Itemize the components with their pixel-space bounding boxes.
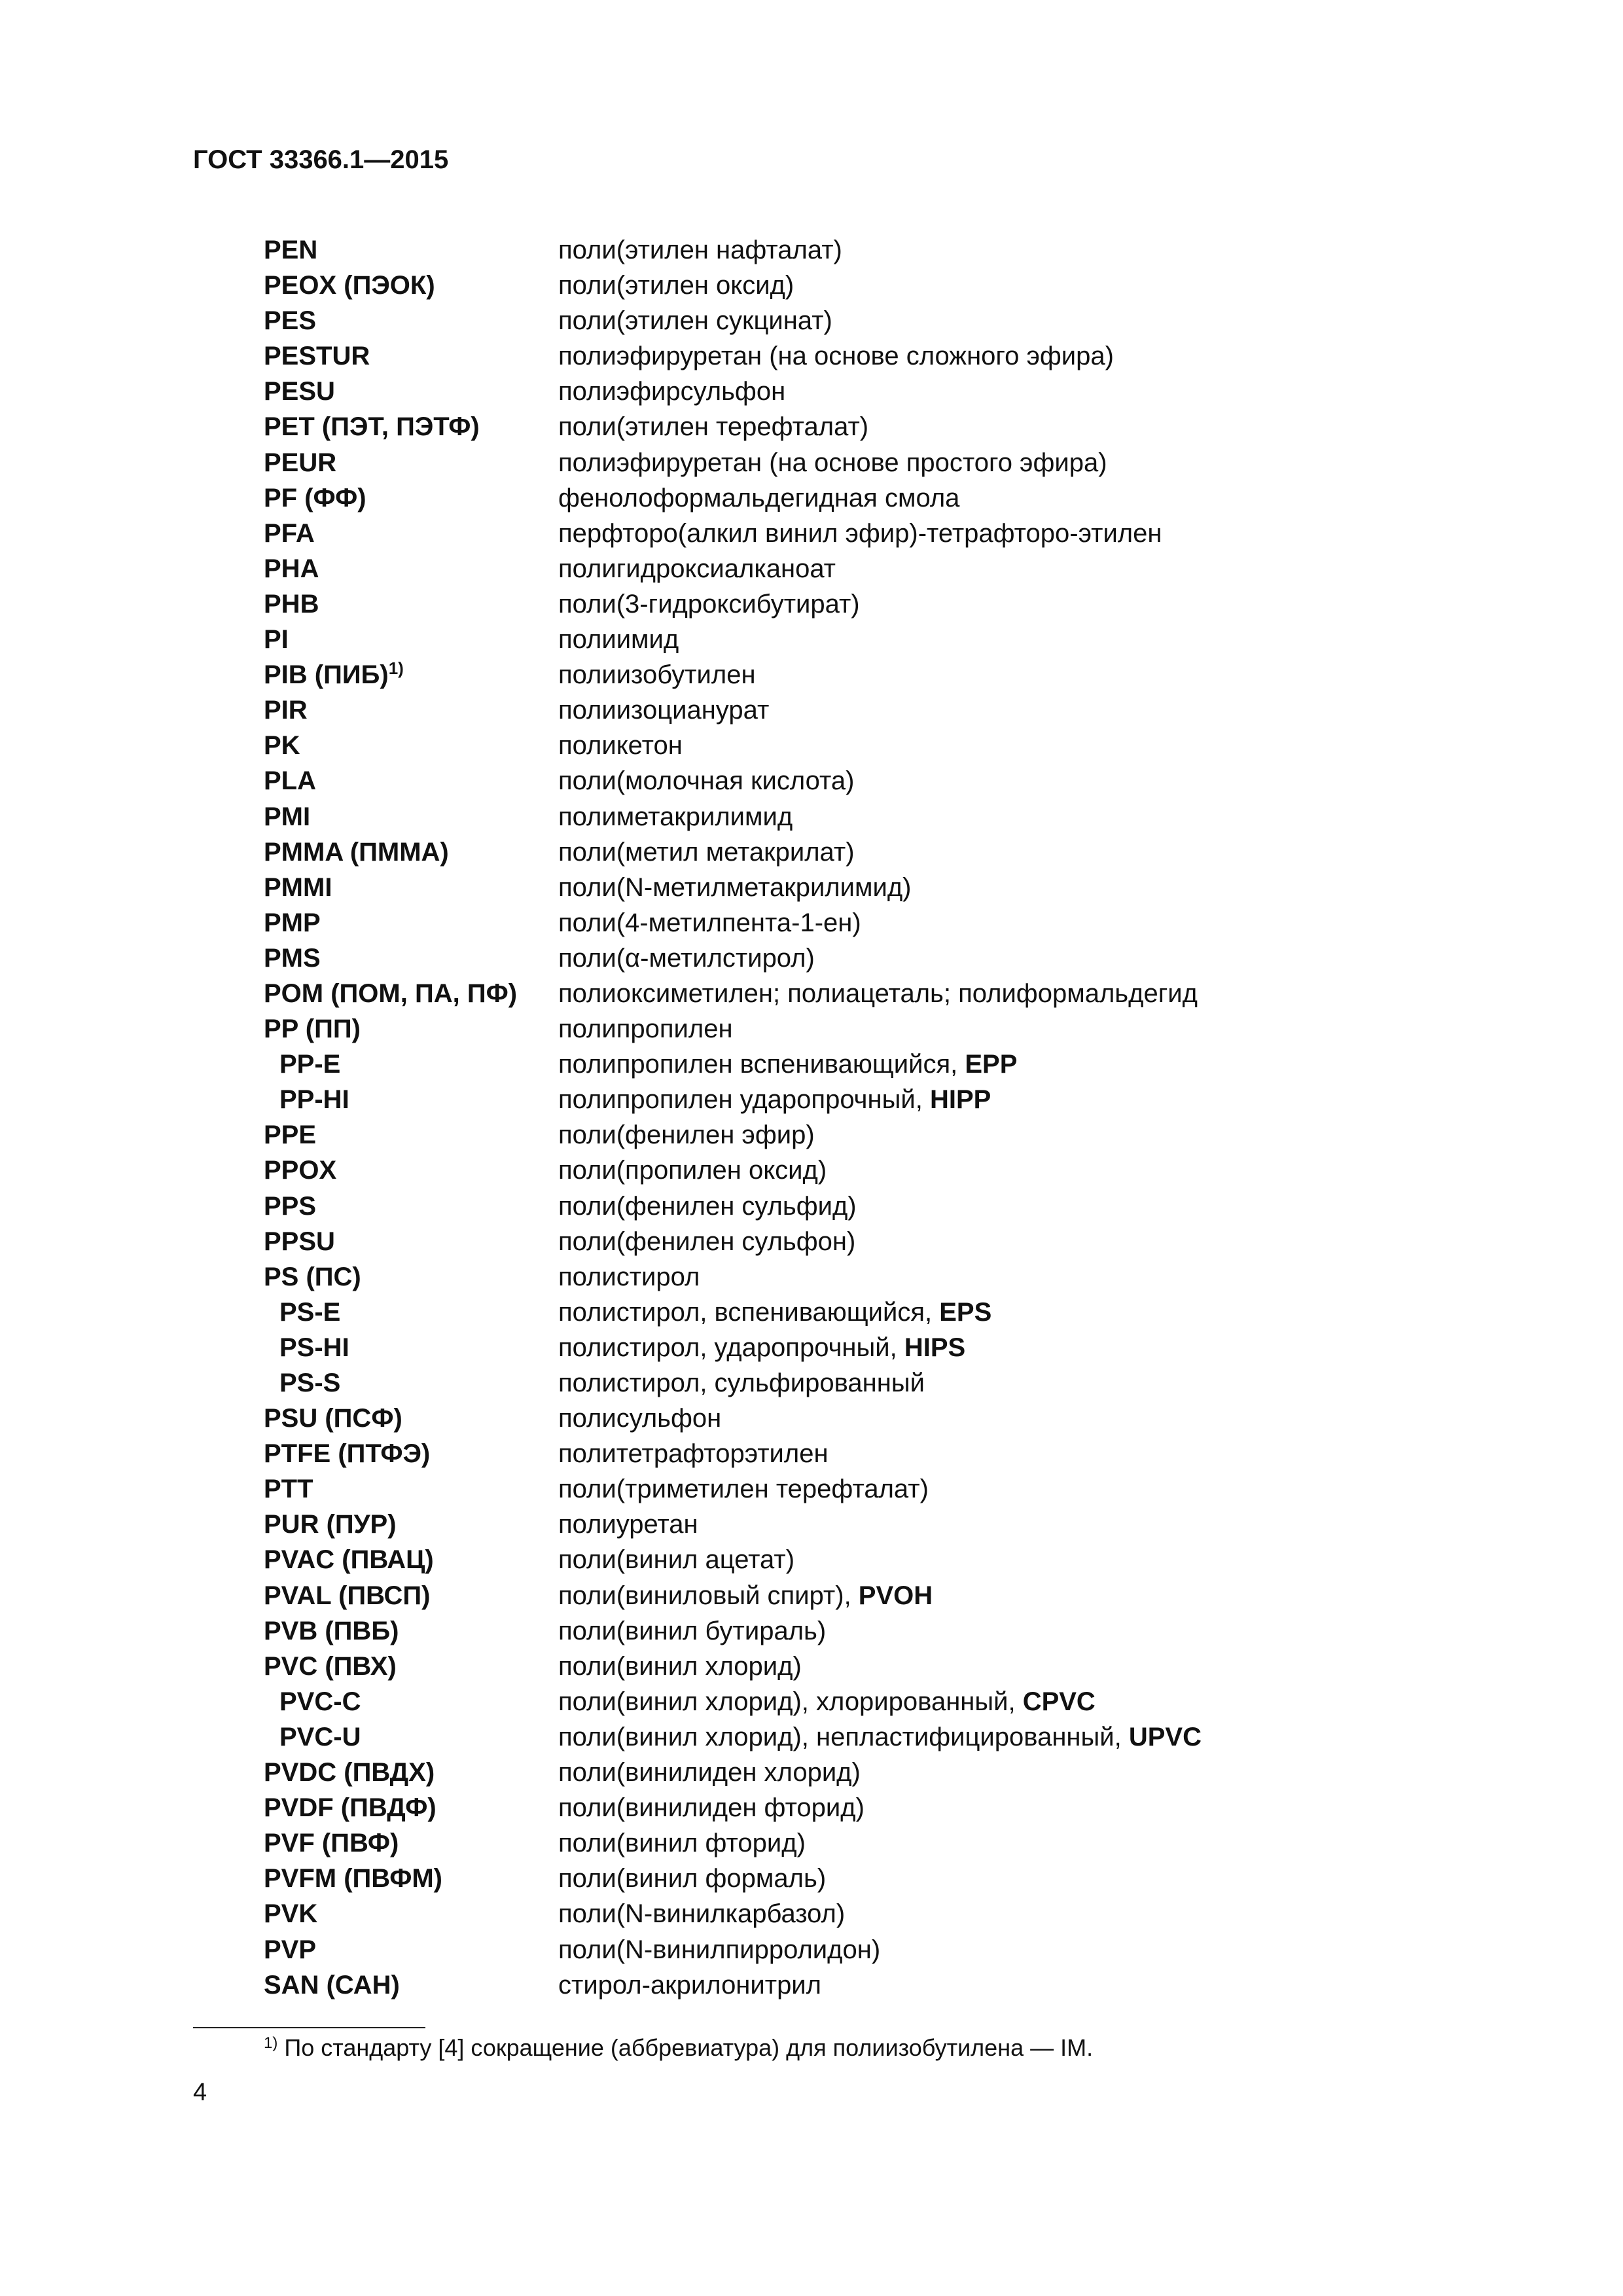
abbreviation — [264, 1401, 558, 1436]
abbreviation — [264, 1967, 558, 2003]
abbreviation-text: PHB — [264, 589, 319, 619]
list-item — [264, 1967, 1507, 2003]
definition-text: полиметакрилимид — [558, 802, 793, 831]
definition-text: поли(винил хлорид) — [558, 1651, 802, 1681]
definition — [558, 586, 1507, 622]
abbreviation-text: PMP — [264, 908, 321, 937]
definition — [558, 1790, 1507, 1825]
abbreviation-text: PESTUR — [264, 342, 370, 371]
definition — [558, 1932, 1507, 1967]
list-item — [264, 1578, 1507, 1613]
definition-text: полиизобутилен — [558, 660, 756, 690]
definition-text: поли(винилиден хлорид) — [558, 1758, 861, 1787]
definition-text: поли(этилен оксид) — [558, 271, 794, 300]
abbreviation — [264, 1224, 558, 1259]
definition — [558, 1153, 1507, 1188]
abbreviation-list — [264, 232, 1507, 2003]
definition — [558, 1365, 1507, 1401]
list-item — [264, 1507, 1507, 1542]
list-item — [264, 799, 1507, 834]
definition-text: поли(N-винилпирролидон) — [558, 1935, 881, 1964]
definition-text: поли(винил хлорид), непластифицированный, — [558, 1722, 1129, 1751]
abbreviation-text: PIB (ПИБ) — [264, 660, 389, 690]
definition-text: полистирол, вспенивающийся, — [558, 1297, 940, 1327]
abbreviation — [264, 1896, 558, 1931]
definition — [558, 516, 1507, 551]
abbreviation-text: PVC-U — [279, 1722, 361, 1751]
definition-text: поли(молочная кислота) — [558, 766, 855, 796]
abbreviation — [264, 338, 558, 374]
abbreviation — [264, 1825, 558, 1861]
abbreviation — [264, 1117, 558, 1153]
definition-text: поли(винил фторид) — [558, 1829, 806, 1858]
definition — [558, 1967, 1507, 2003]
definition-text: поли(метил метакрилат) — [558, 837, 855, 867]
definition-text: поли(этилен нафталат) — [558, 236, 842, 264]
definition — [558, 409, 1507, 444]
abbreviation-text: PI — [264, 625, 289, 655]
definition-text: поли(винил хлорид), хлорированный, — [558, 1687, 1023, 1716]
abbreviation-text: PTFE (ПТФЭ) — [264, 1439, 431, 1469]
definition — [558, 1542, 1507, 1577]
abbreviation-text: PSU (ПСФ) — [264, 1404, 402, 1433]
abbreviation-text: PIR — [264, 696, 308, 725]
abbreviation-text: PVK — [264, 1899, 318, 1929]
abbreviation-text: PVDF (ПВДФ) — [264, 1793, 437, 1823]
definition — [558, 1330, 1507, 1365]
list-item — [264, 1471, 1507, 1507]
definition-text: фенолоформальдегидная смола — [558, 483, 960, 512]
abbreviation-text: PS-HI — [279, 1333, 349, 1362]
definition — [558, 728, 1507, 763]
abbreviation — [264, 268, 558, 303]
definition — [558, 1047, 1507, 1082]
abbreviation — [264, 516, 558, 551]
definition — [558, 268, 1507, 303]
definition — [558, 1189, 1507, 1224]
abbreviation — [264, 1719, 558, 1755]
definition-text: полиуретан — [558, 1510, 698, 1539]
definition-text: поли(виниловый спирт), — [558, 1581, 859, 1610]
definition — [558, 1224, 1507, 1259]
abbreviation — [264, 799, 558, 834]
abbreviation-text: PTT — [264, 1475, 313, 1504]
definition-text: полипропилен вспенивающийся, — [558, 1050, 965, 1079]
abbreviation — [264, 1295, 558, 1330]
definition-text: поликетон — [558, 731, 683, 761]
footnote-marker: 1) — [264, 2034, 278, 2052]
list-item — [264, 445, 1507, 480]
alt-abbreviation: CPVC — [1022, 1687, 1096, 1716]
abbreviation — [264, 551, 558, 586]
abbreviation — [264, 1542, 558, 1577]
definition-text: полиэфируретан (на основе сложного эфира) — [558, 342, 1114, 371]
abbreviation — [264, 834, 558, 870]
footnote-divider — [193, 2027, 425, 2028]
abbreviation — [264, 870, 558, 905]
abbreviation — [264, 1507, 558, 1542]
definition — [558, 1401, 1507, 1436]
abbreviation-text: PEN — [264, 236, 318, 264]
definition — [558, 551, 1507, 586]
abbreviation — [264, 1932, 558, 1967]
abbreviation-text: PVAC (ПВАЦ) — [264, 1545, 434, 1575]
list-item — [264, 586, 1507, 622]
list-item — [264, 622, 1507, 657]
abbreviation — [264, 1578, 558, 1613]
abbreviation-text: PPS — [264, 1191, 317, 1221]
abbreviation-text: PVAL (ПВСП) — [264, 1581, 431, 1610]
list-item — [264, 409, 1507, 444]
definition — [558, 1471, 1507, 1507]
page-number: 4 — [193, 2079, 207, 2106]
list-item — [264, 1189, 1507, 1224]
list-item — [264, 338, 1507, 374]
definition — [558, 1613, 1507, 1649]
definition — [558, 1719, 1507, 1755]
definition-text: поли(4-метилпента-1-ен) — [558, 908, 861, 937]
definition — [558, 1755, 1507, 1790]
definition-text: стирол-акрилонитрил — [558, 1970, 821, 2000]
definition-text: полиэфируретан (на основе простого эфира) — [558, 448, 1107, 477]
definition — [558, 1896, 1507, 1931]
definition-text: поли(этилен терефталат) — [558, 412, 869, 442]
abbreviation — [264, 905, 558, 941]
list-item — [264, 834, 1507, 870]
definition — [558, 834, 1507, 870]
abbreviation-text: PMI — [264, 802, 311, 831]
abbreviation — [264, 374, 558, 409]
definition — [558, 338, 1507, 374]
abbreviation — [264, 1082, 558, 1117]
abbreviation — [264, 1755, 558, 1790]
abbreviation — [264, 728, 558, 763]
abbreviation-text: PVC-C — [279, 1687, 361, 1716]
list-item — [264, 1011, 1507, 1047]
definition — [558, 657, 1507, 692]
abbreviation-text: PP (ПП) — [264, 1014, 361, 1044]
definition-text: поли(α-метилстирол) — [558, 943, 815, 973]
list-item — [264, 1825, 1507, 1861]
definition-text: поли(фенилен сульфон) — [558, 1227, 856, 1256]
definition-text: полигидроксиалканоат — [558, 554, 836, 583]
list-item — [264, 1295, 1507, 1330]
definition — [558, 1117, 1507, 1153]
abbreviation-text: SAN (САН) — [264, 1970, 400, 2000]
definition-text: полистирол, ударопрочный, — [558, 1333, 904, 1362]
alt-abbreviation: HIPS — [904, 1333, 966, 1362]
abbreviation-text: PEUR — [264, 448, 337, 477]
list-item — [264, 1790, 1507, 1825]
definition — [558, 1861, 1507, 1896]
list-item — [264, 1542, 1507, 1577]
list-item — [264, 1932, 1507, 1967]
abbreviation-text: PVFM (ПВФМ) — [264, 1864, 442, 1893]
abbreviation-text: PMMI — [264, 872, 332, 902]
abbreviation-text: PK — [264, 731, 300, 761]
list-item — [264, 1330, 1507, 1365]
abbreviation — [264, 1649, 558, 1684]
list-item — [264, 1365, 1507, 1401]
list-item — [264, 1047, 1507, 1082]
list-item — [264, 941, 1507, 976]
definition-text: полистирол — [558, 1262, 700, 1291]
abbreviation-text: PVDC (ПВДХ) — [264, 1758, 435, 1787]
definition — [558, 692, 1507, 728]
list-item — [264, 1719, 1507, 1755]
abbreviation — [264, 303, 558, 338]
abbreviation — [264, 232, 558, 268]
abbreviation-text: PP-E — [279, 1050, 341, 1079]
list-item — [264, 728, 1507, 763]
list-item — [264, 1436, 1507, 1471]
abbreviation-text: PPSU — [264, 1227, 335, 1256]
definition — [558, 374, 1507, 409]
definition — [558, 941, 1507, 976]
list-item — [264, 516, 1507, 551]
definition-text: полистирол, сульфированный — [558, 1369, 925, 1397]
definition — [558, 1011, 1507, 1047]
abbreviation-text: PMMA (ПММА) — [264, 837, 449, 867]
abbreviation-text: PF (ФФ) — [264, 483, 366, 512]
abbreviation-text: PES — [264, 306, 317, 336]
definition-text: поли(N-метилметакрилимид) — [558, 872, 912, 902]
alt-abbreviation: EPP — [965, 1050, 1018, 1079]
footnote — [264, 2034, 1093, 2062]
abbreviation-text: PEOX (ПЭОК) — [264, 271, 435, 300]
abbreviation — [264, 1471, 558, 1507]
definition — [558, 1436, 1507, 1471]
abbreviation-text: PVB (ПВБ) — [264, 1616, 399, 1645]
list-item — [264, 551, 1507, 586]
definition-text: поли(N-винилкарбазол) — [558, 1899, 846, 1929]
definition — [558, 976, 1507, 1011]
alt-abbreviation: UPVC — [1128, 1722, 1202, 1751]
list-item — [264, 1259, 1507, 1295]
definition-text: поли(этилен сукцинат) — [558, 306, 832, 336]
definition — [558, 480, 1507, 516]
definition — [558, 799, 1507, 834]
footnote-text: По стандарту [4] сокращение (аббревиатура) для полиизобутилена — IM. — [284, 2034, 1094, 2061]
definition-text: поли(триметилен терефталат) — [558, 1475, 929, 1504]
definition — [558, 1684, 1507, 1719]
list-item — [264, 1649, 1507, 1684]
abbreviation — [264, 586, 558, 622]
definition-text: полиоксиметилен; полиацеталь; полиформальдегид — [558, 978, 1198, 1008]
abbreviation — [264, 1436, 558, 1471]
abbreviation-text: PS-S — [279, 1369, 341, 1397]
definition-text: поли(пропилен оксид) — [558, 1156, 827, 1185]
definition — [558, 303, 1507, 338]
abbreviation-text: PP-HI — [279, 1085, 349, 1115]
abbreviation-text: PLA — [264, 766, 316, 796]
list-item — [264, 1861, 1507, 1896]
abbreviation — [264, 1790, 558, 1825]
list-item — [264, 692, 1507, 728]
abbreviation — [264, 409, 558, 444]
abbreviation-text: PUR (ПУР) — [264, 1510, 397, 1539]
definition — [558, 232, 1507, 268]
list-item — [264, 1082, 1507, 1117]
abbreviation — [264, 1684, 558, 1719]
abbreviation — [264, 480, 558, 516]
abbreviation-text: PET (ПЭТ, ПЭТФ) — [264, 412, 480, 442]
abbreviation — [264, 1365, 558, 1401]
definition-text: поли(фенилен эфир) — [558, 1121, 815, 1150]
list-item — [264, 1613, 1507, 1649]
list-item — [264, 480, 1507, 516]
abbreviation-text: PPOX — [264, 1156, 337, 1185]
list-item — [264, 1684, 1507, 1719]
abbreviation — [264, 1153, 558, 1188]
alt-abbreviation: EPS — [939, 1297, 992, 1327]
alt-abbreviation: HIPP — [929, 1085, 991, 1115]
abbreviation-text: PHA — [264, 554, 319, 583]
definition — [558, 1507, 1507, 1542]
abbreviation — [264, 976, 558, 1011]
abbreviation — [264, 1259, 558, 1295]
footnote-ref: 1) — [388, 658, 404, 679]
definition — [558, 445, 1507, 480]
definition-text: полипропилен ударопрочный, — [558, 1085, 930, 1115]
definition-text: политетрафторэтилен — [558, 1439, 829, 1469]
definition — [558, 1578, 1507, 1613]
abbreviation-text: POM (ПОМ, ПА, ПФ) — [264, 978, 518, 1008]
definition-text: поли(винил формаль) — [558, 1864, 827, 1893]
definition-text: полиизоцианурат — [558, 696, 770, 725]
abbreviation-text: PS (ПС) — [264, 1262, 361, 1291]
abbreviation — [264, 763, 558, 798]
abbreviation — [264, 1613, 558, 1649]
list-item — [264, 657, 1507, 692]
definition-text: поли(фенилен сульфид) — [558, 1191, 857, 1221]
abbreviation — [264, 1047, 558, 1082]
definition — [558, 763, 1507, 798]
list-item — [264, 1755, 1507, 1790]
definition-text: полисульфон — [558, 1404, 722, 1433]
list-item — [264, 870, 1507, 905]
abbreviation-text: PMS — [264, 943, 321, 973]
definition-text: перфторо(алкил винил эфир)-тетрафторо-этилен — [558, 518, 1162, 548]
definition — [558, 1295, 1507, 1330]
definition-text: поли(винил бутираль) — [558, 1616, 827, 1645]
abbreviation — [264, 1861, 558, 1896]
list-item — [264, 268, 1507, 303]
list-item — [264, 1401, 1507, 1436]
definition-text: поли(винил ацетат) — [558, 1545, 795, 1575]
document-header: ГОСТ 33366.1—2015 — [193, 145, 449, 174]
list-item — [264, 905, 1507, 941]
abbreviation — [264, 1011, 558, 1047]
list-item — [264, 976, 1507, 1011]
definition — [558, 870, 1507, 905]
abbreviation-text: PS-E — [279, 1297, 341, 1327]
list-item — [264, 1224, 1507, 1259]
list-item — [264, 763, 1507, 798]
abbreviation — [264, 692, 558, 728]
list-item — [264, 303, 1507, 338]
list-item — [264, 1117, 1507, 1153]
definition-text: поли(3-гидроксибутират) — [558, 589, 860, 619]
definition — [558, 622, 1507, 657]
list-item — [264, 1153, 1507, 1188]
abbreviation-text: PESU — [264, 377, 335, 406]
definition-text: полиэфирсульфон — [558, 377, 786, 406]
abbreviation — [264, 1189, 558, 1224]
abbreviation — [264, 1330, 558, 1365]
abbreviation-text: PVC (ПВХ) — [264, 1651, 397, 1681]
abbreviation-text: PVF (ПВФ) — [264, 1829, 399, 1858]
abbreviation-text: PVP — [264, 1935, 317, 1964]
list-item — [264, 1896, 1507, 1931]
list-item — [264, 232, 1507, 268]
definition-text: полиимид — [558, 625, 679, 655]
abbreviation-text: PFA — [264, 518, 315, 548]
definition-text: полипропилен — [558, 1014, 733, 1044]
abbreviation — [264, 622, 558, 657]
alt-abbreviation: PVOH — [858, 1581, 933, 1610]
definition — [558, 1082, 1507, 1117]
abbreviation-text: PPE — [264, 1121, 317, 1150]
definition-text: поли(винилиден фторид) — [558, 1793, 865, 1823]
definition — [558, 1825, 1507, 1861]
abbreviation — [264, 657, 558, 692]
abbreviation — [264, 941, 558, 976]
abbreviation — [264, 445, 558, 480]
list-item — [264, 374, 1507, 409]
definition — [558, 1649, 1507, 1684]
definition — [558, 905, 1507, 941]
definition — [558, 1259, 1507, 1295]
